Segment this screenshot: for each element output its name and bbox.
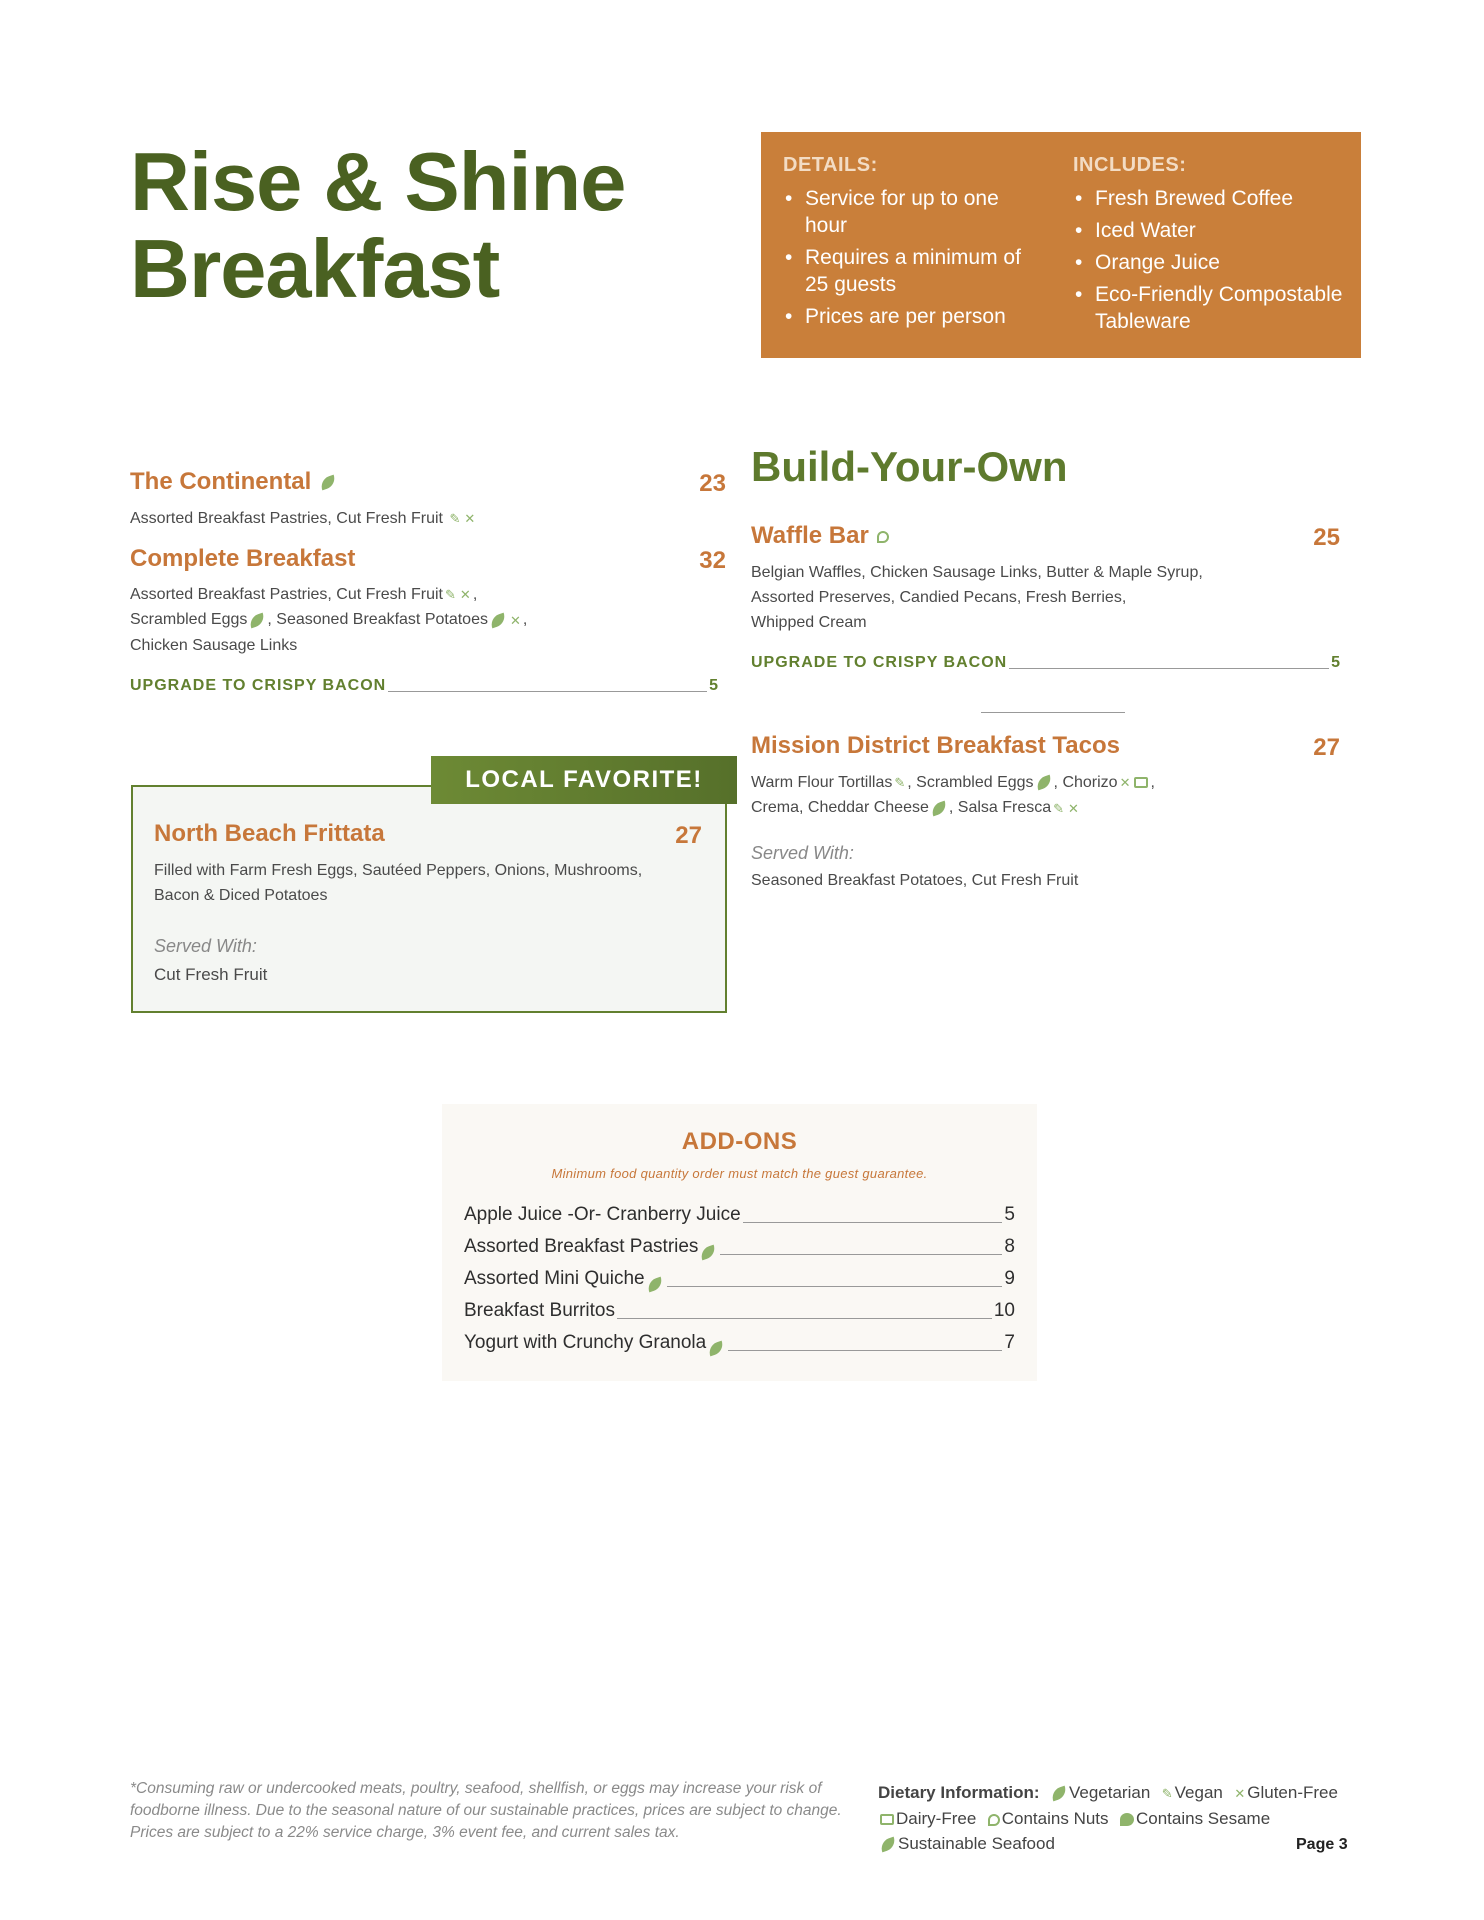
includes-column	[1073, 154, 1343, 340]
frittata-served-label: Served With:	[154, 936, 257, 956]
waffle-desc-line-2: Assorted Preserves, Candied Pecans, Fresh Berries,	[751, 589, 1127, 606]
complete-desc-text-2a: Scrambled Eggs	[130, 611, 248, 629]
frittata-desc-line-1: Filled with Farm Fresh Eggs, Sautéed Peppers, Onions, Mushrooms,	[154, 862, 643, 879]
upgrade-bacon-right	[751, 654, 1340, 672]
vegetarian-icon	[707, 1341, 726, 1357]
vegan-icon: ✎	[1053, 800, 1065, 816]
complete-title: Complete Breakfast	[130, 545, 356, 572]
dietary-label: Dietary Information:	[878, 1783, 1040, 1802]
dietary-legend	[878, 1780, 1358, 1856]
tacos-title: Mission District Breakfast Tacos	[751, 732, 1121, 759]
continental-desc-text: Assorted Breakfast Pastries, Cut Fresh Fruit	[130, 510, 443, 527]
waffle-desc-line-3: Whipped Cream	[751, 614, 867, 631]
leader-line	[617, 1318, 992, 1319]
legend-dairy-free: Dairy-Free	[896, 1809, 977, 1829]
addon-row	[464, 1332, 1015, 1354]
gluten-free-icon: ✕	[1234, 1786, 1246, 1802]
tacos-served-label: Served With:	[751, 843, 854, 863]
frittata-desc-line-2: Bacon & Diced Potatoes	[154, 887, 328, 904]
continental-desc	[130, 506, 477, 531]
continental-name: The Continental	[130, 468, 312, 495]
vegan-icon: ✎	[894, 775, 906, 791]
gluten-free-icon: ✕	[459, 587, 471, 603]
dairy-free-icon	[1134, 777, 1148, 788]
legend-gluten-free: Gluten-Free	[1247, 1783, 1338, 1802]
addon-price: 10	[993, 1300, 1015, 1321]
nuts-icon	[988, 1814, 1000, 1826]
page-title	[130, 135, 626, 315]
details-item: • Prices are per person	[783, 303, 1023, 330]
vegetarian-icon	[1050, 1786, 1069, 1802]
tacos-price: 27	[1313, 734, 1340, 761]
addon-price: 5	[1004, 1204, 1015, 1225]
gluten-free-icon: ✕	[1119, 775, 1131, 791]
leader-line	[728, 1350, 1002, 1351]
addon-price: 9	[1004, 1268, 1015, 1289]
legend-vegan: Vegan	[1174, 1783, 1223, 1802]
addons-title: ADD-ONS	[681, 1128, 798, 1155]
complete-desc-line-1: Assorted Breakfast Pastries, Cut Fresh Fruit ✎ ✕ ,	[130, 582, 730, 607]
leader-line	[667, 1286, 1003, 1287]
nuts-icon	[877, 531, 889, 543]
addon-name: Assorted Breakfast Pastries	[464, 1236, 699, 1257]
leader-line	[388, 691, 707, 692]
addon-row	[464, 1300, 1015, 1322]
frittata-title: North Beach Frittata	[154, 820, 385, 847]
gluten-free-icon: ✕	[509, 612, 521, 628]
waffle-price: 25	[1313, 524, 1340, 551]
complete-price: 32	[699, 547, 726, 574]
vegetarian-icon	[929, 800, 948, 816]
details-item: • Service for up to one hour	[783, 185, 1023, 239]
addon-price: 7	[1004, 1332, 1015, 1353]
gluten-free-icon: ✕	[1068, 800, 1079, 816]
leader-line	[1009, 668, 1329, 669]
upgrade-price: 5	[709, 677, 718, 694]
addons-panel	[442, 1104, 1037, 1381]
complete-desc-text-1: Assorted Breakfast Pastries, Cut Fresh Fruit	[130, 586, 443, 603]
upgrade-bacon-left	[130, 677, 718, 695]
details-box	[761, 132, 1361, 358]
vegan-icon: ✎	[1161, 1786, 1173, 1802]
frittata-served-value: Cut Fresh Fruit	[154, 965, 268, 984]
includes-item: • Eco-Friendly Compostable Tableware	[1073, 281, 1343, 335]
frittata-price: 27	[675, 822, 702, 849]
details-heading: DETAILS:	[783, 154, 878, 176]
title-line-2: Breakfast	[130, 222, 500, 315]
includes-item: • Orange Juice	[1073, 249, 1343, 276]
vegetarian-icon	[489, 612, 508, 628]
addon-name: Breakfast Burritos	[464, 1300, 615, 1321]
upgrade-label: UPGRADE TO CRISPY BACON	[130, 677, 387, 694]
addon-row	[464, 1268, 1015, 1290]
vegetarian-icon	[699, 1245, 718, 1261]
footnote-line-1: *Consuming raw or undercooked meats, poultry, seafood, shellfish, or eggs may increase your risk of	[130, 1780, 822, 1797]
legend-contains-nuts: Contains Nuts	[1001, 1809, 1109, 1829]
complete-desc	[130, 582, 730, 658]
includes-item: • Iced Water	[1073, 217, 1343, 244]
addons-subtitle: Minimum food quantity order must match the guest guarantee.	[551, 1166, 928, 1181]
tacos-desc	[751, 770, 1351, 821]
addon-name: Yogurt with Crunchy Granola	[464, 1332, 707, 1353]
addon-name: Assorted Mini Quiche	[464, 1268, 645, 1289]
upgrade-price: 5	[1331, 654, 1340, 671]
vegetarian-icon	[319, 475, 338, 491]
details-column	[783, 154, 1023, 335]
section-divider	[981, 712, 1125, 713]
sesame-icon	[1120, 1813, 1134, 1826]
build-your-own-heading: Build-Your-Own	[751, 443, 1068, 490]
tacos-desc-text-2b: , Salsa Fresca	[948, 799, 1052, 817]
vegetarian-icon	[645, 1277, 664, 1293]
leader-line	[743, 1222, 1003, 1223]
includes-item: • Fresh Brewed Coffee	[1073, 185, 1343, 212]
vegetarian-icon	[248, 612, 267, 628]
tacos-desc-text-1b: , Scrambled Eggs	[907, 774, 1034, 791]
dietary-line-3	[878, 1831, 1358, 1856]
legend-vegetarian: Vegetarian	[1068, 1783, 1151, 1802]
tacos-served-value: Seasoned Breakfast Potatoes, Cut Fresh Fruit	[751, 872, 1079, 889]
legend-sustainable-seafood: Sustainable Seafood	[898, 1834, 1055, 1854]
footnote-line-2: foodborne illness. Due to the seasonal nature of our sustainable practices, prices are subject to change.	[130, 1802, 842, 1819]
waffle-name: Waffle Bar	[751, 522, 869, 549]
title-line-1: Rise & Shine	[130, 135, 626, 228]
continental-price: 23	[699, 470, 726, 497]
includes-heading: INCLUDES:	[1073, 154, 1187, 176]
dietary-line-2	[878, 1806, 1358, 1831]
addon-row	[464, 1236, 1015, 1258]
vegan-icon: ✎	[449, 511, 461, 527]
vegan-icon: ✎	[445, 587, 456, 603]
gluten-free-icon: ✕	[464, 511, 476, 527]
addon-row	[464, 1204, 1015, 1226]
complete-desc-line-2: Scrambled Eggs , Seasoned Breakfast Potatoes ✕ ,	[130, 607, 730, 632]
waffle-title	[751, 522, 891, 550]
tacos-desc-text-1a: Warm Flour Tortillas	[751, 774, 893, 791]
footnote-line-3: Prices are subject to a 22% service charge, 3% event fee, and current sales tax.	[130, 1824, 680, 1841]
leader-line	[720, 1254, 1002, 1255]
waffle-desc-line-1: Belgian Waffles, Chicken Sausage Links, Butter & Maple Syrup,	[751, 564, 1203, 581]
dietary-line-1	[878, 1780, 1358, 1806]
page-number: Page 3	[1296, 1836, 1348, 1853]
tacos-desc-line-1: Warm Flour Tortillas ✎ , Scrambled Eggs , Chorizo ✕ ,	[751, 770, 1351, 795]
tacos-desc-text-2a: Crema, Cheddar Cheese	[751, 799, 929, 817]
complete-desc-line-3: Chicken Sausage Links	[130, 636, 298, 654]
frittata-desc	[154, 858, 714, 908]
legal-footnote	[130, 1778, 860, 1844]
seafood-icon	[879, 1837, 898, 1853]
vegetarian-icon	[1034, 775, 1053, 791]
complete-desc-text-2b: , Seasoned Breakfast Potatoes	[267, 611, 488, 629]
tacos-desc-line-2	[751, 795, 1351, 820]
addon-name: Apple Juice -Or- Cranberry Juice	[464, 1204, 741, 1225]
dairy-free-icon	[880, 1814, 894, 1825]
addon-price: 8	[1004, 1236, 1015, 1257]
upgrade-label: UPGRADE TO CRISPY BACON	[751, 654, 1008, 671]
waffle-desc	[751, 560, 1351, 635]
legend-contains-sesame: Contains Sesame	[1135, 1809, 1271, 1829]
tacos-desc-text-1c: , Chorizo	[1053, 774, 1118, 791]
details-item: • Requires a minimum of 25 guests	[783, 244, 1023, 298]
continental-title	[130, 468, 338, 496]
local-favorite-tag: LOCAL FAVORITE!	[431, 756, 737, 804]
